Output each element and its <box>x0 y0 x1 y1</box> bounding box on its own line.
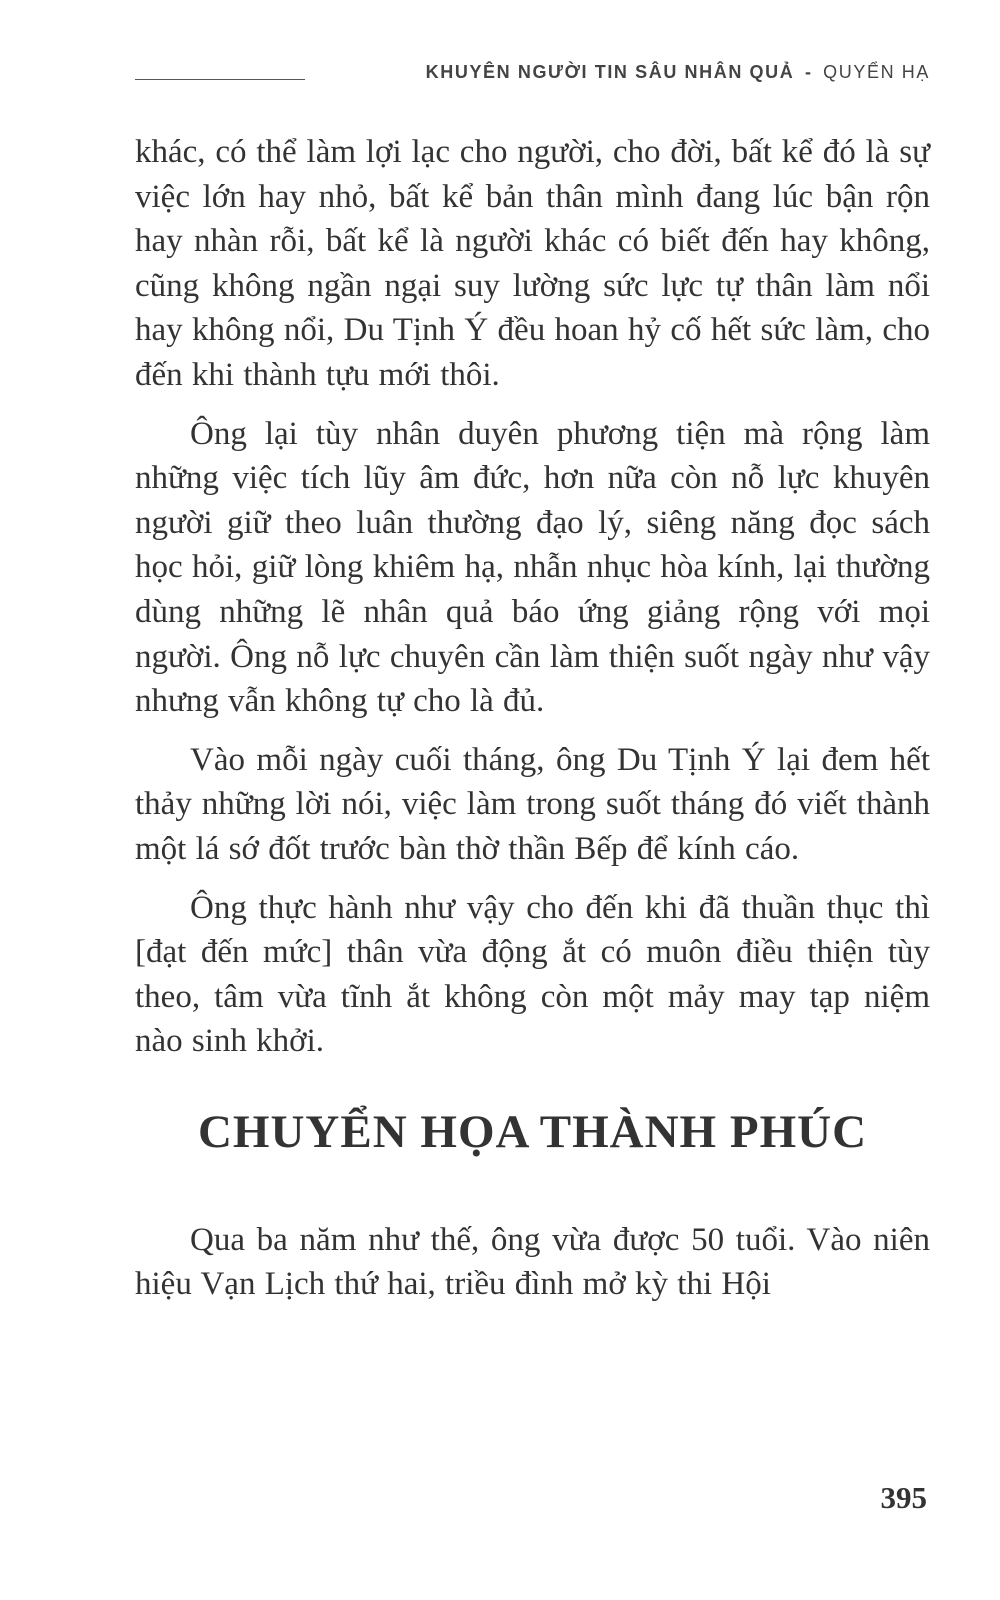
section-paragraph: Qua ba năm như thế, ông vừa được 50 tuổi. Vào niên hiệu Vạn Lịch thứ hai, triều đình mở kỳ thi Hội <box>135 1221 930 1303</box>
paragraph-3: Vào mỗi ngày cuối tháng, ông Du Tịnh Ý lại đem hết thảy những lời nói, việc làm trong suốt tháng đó viết thành một lá sớ đốt trước bàn thờ thần Bếp để kính cáo. <box>135 741 930 867</box>
paragraph-1: khác, có thể làm lợi lạc cho người, cho đời, bất kể đó là sự việc lớn hay nhỏ, bất kể bản thân mình đang lúc bận rộn hay nhàn rỗi, bất kể là người khác có biết đến hay không, cũng không ngần ngại suy lường sức lực tự thân làm nổi hay không nổi, Du Tịnh Ý đều hoan hỷ cố hết sức làm, cho đến khi thành tựu mới thôi. <box>135 134 930 393</box>
page-body <box>135 130 930 1321</box>
page-number: 395 <box>880 1480 927 1515</box>
header-rule <box>135 79 305 80</box>
header-separator: - <box>804 62 813 82</box>
running-header <box>135 62 930 92</box>
running-head <box>426 62 930 83</box>
section-heading: CHUYỂN HỌA THÀNH PHÚC <box>197 1105 868 1158</box>
paragraph-2: Ông lại tùy nhân duyên phương tiện mà rộng làm những việc tích lũy âm đức, hơn nữa còn nỗ lực khuyên người giữ theo luân thường đạo lý, siêng năng đọc sách học hỏi, giữ lòng khiêm hạ, nhẫn nhục hòa kính, lại thường dùng những lẽ nhân quả báo ứng giảng rộng với mọi người. Ông nỗ lực chuyên cần làm thiện suốt ngày như vậy nhưng vẫn không tự cho là đủ. <box>135 415 930 720</box>
paragraph-4: Ông thực hành như vậy cho đến khi đã thuần thục thì [đạt đến mức] thân vừa động ắt có muôn điều thiện tùy theo, tâm vừa tĩnh ắt không còn một mảy may tạp niệm nào sinh khởi. <box>135 889 930 1060</box>
volume-label: QUYỂN HẠ <box>823 62 930 82</box>
book-title: KHUYÊN NGƯỜI TIN SÂU NHÂN QUẢ <box>425 62 795 82</box>
